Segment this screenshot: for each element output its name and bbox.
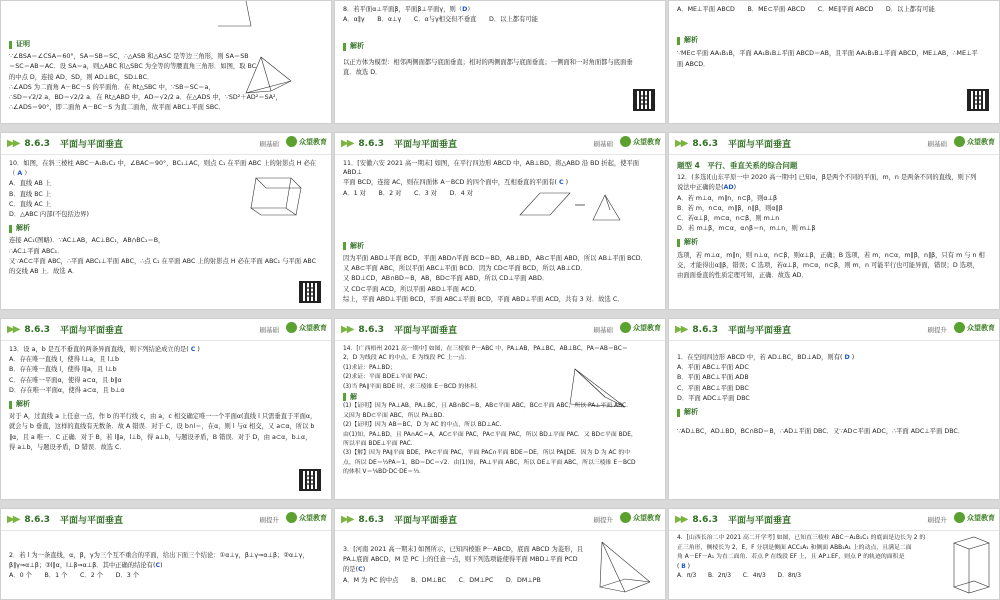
analysis-line: ∵AD⊥BC，AD⊥BD，BC∩BD＝B，∴AD⊥平面 DBC．又∵AD⊂平面 ADC，∴平面 ADC⊥平面 DBC．: [677, 428, 965, 436]
analysis-line: 交，才能得出α∥β，错误；C 选项，若α⊥β，m⊂α，n⊂β，则 m，n 可能平行也可能异面，错误；D 选项，: [677, 261, 979, 269]
proof-line: ∴∠ADS＝90°，即二面角 A－BC－S 为直二面角，故平面 ABC⊥平面 SBC．: [9, 104, 225, 112]
tag-analysis: 解析: [343, 42, 657, 51]
arrow-icon: ▶▶: [7, 514, 19, 525]
card-q2-up: [0, 508, 332, 600]
answer: B: [681, 563, 686, 570]
proof-line: ∵∠BSA＝∠CSA＝60°，SA＝SB＝SC，∴△ASB 和△ASC 是等边三角形，则 SA＝SB: [9, 53, 249, 61]
arrow-icon: ▶▶: [341, 514, 353, 525]
option: C．直线 AC 上: [9, 200, 52, 208]
sub-question: (1)求证：PA⊥BD；: [343, 364, 396, 371]
solution-line: 点，所以 DE＝½PA＝1，BD＝DC＝√2．由(1)知，PA⊥平面 ABC，所以 DE⊥平面 ABC，所以三棱锥 E－BCD: [343, 459, 636, 466]
card-proof-top-left: [0, 0, 332, 124]
question-text: 说法中正确的是(AD): [677, 184, 737, 192]
analysis-line: 又 AB⊂平面 ABC，所以平面 ABC⊥平面 BCD．因为 CD⊂平面 BCD，所以 AB⊥CD．: [343, 265, 587, 273]
card-q13: [0, 318, 332, 500]
option: D．△ABC 内部(不包括边界): [9, 211, 89, 219]
card-header: [669, 133, 999, 155]
analysis-line: 选项，若 m⊥α，m∥n，则 n⊥α，n⊂β，则α⊥β，正确；B 选项，若 m，n⊂α，m∥β，n∥β，只有 m 与 n 相: [677, 251, 985, 259]
solution-line: 所以平面 BDE⊥平面 PAC．: [343, 441, 417, 448]
analysis-line: 的交线 AB 上．故选 A．: [9, 268, 79, 276]
analysis-line: 面 ABCD．: [677, 60, 710, 68]
tag-analysis: 解析: [343, 242, 657, 251]
option: B．平面 ABC⊥平面 ADB: [677, 374, 749, 382]
solution-line: 又因为 BD⊂平面 ABC，所以 PA⊥BD．: [343, 412, 449, 419]
question-text: ( B ): [677, 563, 690, 570]
section-number: 8.6.3: [358, 138, 385, 149]
question-text: 角 A－EF－A₁ 为直二面角．若点 P 在线段 EF 上，且 AP⊥EF，则点 P 的轨迹的面积是: [677, 554, 905, 561]
section-number: 8.6.3: [24, 324, 51, 335]
brand-logo: 众望教育: [286, 322, 327, 333]
sub-question: (2)求证：平面 BDE⊥平面 PAC；: [343, 374, 431, 381]
analysis-line: 连接 AC₁(图略)．∵AC⊥AB，AC⊥BC₁，AB∩BC₁＝B，: [9, 237, 165, 245]
question-text: 14．[广西梧州 2021 高一期中] 如图，在三棱锥 P－ABC 中，PA⊥AB，PA⊥BC，AB⊥BC，PA＝AB＝BC＝: [343, 346, 628, 352]
tag-analysis: 解析: [677, 238, 991, 247]
section-title: 平面与平面垂直: [728, 140, 792, 150]
answer: A: [17, 170, 23, 178]
option: A．若 m⊥α，m∥n，n⊂β，则α⊥β: [677, 194, 778, 202]
analysis-line: 因为平面 ABD⊥平面 BCD，平面 ABD∩平面 BCD＝BD，AB⊥BD，AB⊂平面 ABD，所以 AB⊥平面 BCD．: [343, 255, 647, 263]
options: A．ME⊥平面 ABCD B．ME⊂平面 ABCD C．ME∥平面 ABCD D．以上都有可能: [677, 6, 935, 13]
card-header: [335, 509, 665, 531]
section-number: 8.6.3: [24, 514, 51, 525]
section-number: 8.6.3: [24, 138, 51, 149]
option: B．存在唯一直线 l，使得 l∥a，且 l⊥b: [9, 366, 117, 374]
arrow-icon: ▶▶: [675, 514, 687, 525]
analysis-line: 由面面垂直的性质定理可知，正确．故选 AD．: [677, 272, 808, 280]
level-label: 刷提升: [927, 516, 947, 524]
card-header: [1, 509, 331, 531]
section-title: 平面与平面垂直: [728, 326, 792, 336]
sub-question: (3)当 PA∥平面 BDE 时，求三棱锥 E－BCD 的体积．: [343, 383, 482, 390]
question-text: 2，D 为线段 AC 的中点，E 为线段 PC 上一点．: [343, 355, 471, 362]
analysis-line: 又 CD⊂平面 ACD，所以平面 ABD⊥平面 ACD．: [343, 285, 481, 293]
brand-logo: 众望教育: [286, 512, 327, 523]
answer: C: [358, 566, 363, 574]
level-label: 刷基础: [593, 326, 613, 334]
options: A．M 为 PC 的中点 B．DM⊥BC C．DM⊥PC D．DM⊥PB: [343, 576, 541, 584]
brand-logo: 众望教育: [954, 136, 995, 147]
answer-line: （ A ）: [9, 170, 31, 178]
arrow-icon: ▶▶: [341, 138, 353, 149]
option: C．存在唯一平面α，使得 a⊂α，且 b∥α: [9, 376, 122, 384]
answer: C: [155, 562, 161, 570]
prism-figure: [949, 535, 997, 597]
card-header: [669, 319, 999, 341]
option: D．平面 ADC⊥平面 DBC: [677, 394, 750, 402]
card-q1-up: [668, 318, 1000, 500]
question-text: 13．设 a，b 是互不垂直的两条异面直线，则下列结论成立的是( C ): [9, 346, 200, 353]
brand-logo: 众望教育: [954, 322, 995, 333]
section-title: 平面与平面垂直: [394, 516, 458, 526]
analysis-line: 以正方体为模型：相邻两侧面都与底面垂直；相对的两侧面都与底面垂直；一侧面和一对角面都与底面垂: [343, 58, 633, 66]
option: D．存在唯一平面α，使得 a⊂α，且 b⊥α: [9, 386, 125, 394]
solution-line: (2)【证明】因为 AB＝BC，D 为 AC 的中点，所以 BD⊥AC．: [343, 422, 506, 429]
prism-figure: [246, 173, 306, 218]
brand-icon: [286, 136, 297, 147]
brand-icon: [954, 512, 965, 523]
card-header: [335, 319, 665, 341]
brand-logo: 众望教育: [620, 322, 661, 333]
qr-code[interactable]: [299, 469, 321, 491]
proof-line: ∴∠ADS 为二面角 A－BC－S 的平面角．在 Rt△SBC 中，∵SB＝SC＝a，: [9, 83, 215, 91]
options: A．0 个 B．1 个 C．2 个 D．3 个: [9, 572, 140, 580]
section-title: 平面与平面垂直: [60, 140, 124, 150]
analysis-line: 综上，平面 ABD⊥平面 BCD，平面 ABC⊥平面 BCD，平面 ABD⊥平面 ACD，共有 3 对．故选 C．: [343, 295, 624, 303]
proof-line: 的中点 D，连接 AD、SD，则 AD⊥BC，SD⊥BC．: [9, 73, 154, 81]
section-number: 8.6.3: [692, 324, 719, 335]
card-header: [335, 133, 665, 155]
card-q11: [334, 132, 666, 310]
analysis-line: ∴AC⊥平面 ABC₁．: [9, 247, 64, 255]
section-title: 平面与平面垂直: [60, 516, 124, 526]
brand-icon: [954, 322, 965, 333]
qr-code[interactable]: [967, 89, 989, 111]
brand-icon: [286, 322, 297, 333]
analysis-line: 就会与 b 垂直，这样的直线有无数条．故 A 错误．对于 C，设 b∩l＝，在α，则 l 与α 相交，又 a⊂α，所以 b: [9, 423, 315, 431]
option: C．平面 ABC⊥平面 DBC: [677, 384, 749, 392]
solution-line: (3)【解】因为 PA∥平面 BDE，PA⊂平面 PAC，平面 PAC∩平面 BDE＝DE，所以 PA∥DE．因为 D 为 AC 的中: [343, 450, 631, 457]
option: B．直线 BC 上: [9, 190, 52, 198]
tag-analysis: 解析: [9, 224, 323, 233]
brand-logo: 众望教育: [620, 512, 661, 523]
triangle-figure-top: [216, 1, 256, 29]
tag-analysis: 解析: [9, 400, 323, 409]
card-q12: [668, 132, 1000, 310]
qr-code[interactable]: [633, 89, 655, 111]
section-title: 平面与平面垂直: [60, 326, 124, 336]
card-q14: [334, 318, 666, 500]
section-number: 8.6.3: [692, 138, 719, 149]
card-header: [669, 509, 999, 531]
proof-line: ∴SD＝√2/2 a，BD＝√2/2 a．在 Rt△ABD 中，AD＝√2/2 a．在△ADS 中，∵SD²＋AD²＝SA²，: [9, 94, 282, 102]
pyramid-figure: [590, 537, 655, 597]
level-label: 刷基础: [259, 326, 279, 334]
option: A．存在唯一直线 l，使得 l⊥a，且 l⊥b: [9, 356, 119, 364]
option: A．直线 AB 上: [9, 180, 52, 188]
arrow-icon: ▶▶: [7, 324, 19, 335]
answer: C: [559, 179, 564, 187]
analysis-line: 对于 A，过直线 a 上任意一点，作 b 的平行线 c，由 a，c 相交确定唯一一个平面α(直线 l 只需垂直于平面α，: [9, 413, 317, 421]
analysis-line: 得 a⊥b，与题设矛盾，D 错误．故选 C．: [9, 443, 126, 451]
level-label: 刷基础: [927, 140, 947, 148]
solution-line: (1)【证明】因为 PA⊥AB，PA⊥BC，且 AB∩BC＝B，AB⊂平面 ABC，BC⊂平面 ABC，所以 PA⊥平面 ABC．: [343, 403, 633, 410]
answer: C: [190, 346, 196, 353]
tetrahedron-figure: [565, 359, 635, 414]
question-text: 10．如图，在斜三棱柱 ABC－A₁B₁C₁ 中，∠BAC＝90°，BC₁⊥AC，则点 C₁ 在平面 ABC 上的射影点 H 必在: [9, 160, 317, 167]
option: C．若α⊥β，m⊂α，n⊂β，则 m⊥n: [677, 215, 780, 223]
tag-analysis: 解析: [677, 408, 991, 417]
card-q3-up: [334, 508, 666, 600]
question-text: β∥γ⇒α⊥β；③l∥α，l⊥β⇒α⊥β．其中正确的结论有(C): [9, 562, 163, 570]
section-title: 平面与平面垂直: [394, 140, 458, 150]
qr-code[interactable]: [299, 281, 321, 303]
brand-icon: [620, 322, 631, 333]
question-text: 正三角形，侧棱长为 2，E，F 分别是侧面 ACC₁A₁ 和侧面 ABB₁A₁ 上的动点，且满足二面: [677, 544, 912, 551]
brand-icon: [954, 136, 965, 147]
option: A．平面 ABC⊥平面 ADC: [677, 364, 749, 372]
section-number: 8.6.3: [358, 324, 385, 335]
answer: D: [462, 6, 468, 13]
topic-heading: 题型 4 平行、垂直关系的综合问题: [677, 161, 798, 170]
answer: D: [844, 354, 850, 361]
question-text: 3．[河南 2021 高一期末] 如图所示，已知四棱锥 P－ABCD，底面 ABCD 为菱形，且: [343, 546, 583, 553]
option: B．若 m，n⊂α，m∥β，n∥β，则α∥β: [677, 204, 783, 212]
section-title: 平面与平面垂直: [728, 516, 792, 526]
solution-line: 的体积 V＝⅙BD·DC·DE＝⅓．: [343, 469, 425, 476]
question-text: 1．在空间四边形 ABCD 中，若 AD⊥BC，BD⊥AD，则有( D ): [677, 354, 855, 361]
section-number: 8.6.3: [692, 514, 719, 525]
analysis-line: ∥α，且 a 唯一．C 正确．对于 B，若 l∥a，l⊥b，得 a⊥b，与题设矛盾，B 错误．对于 D，由 a⊂α，b⊥α，: [9, 433, 312, 441]
card-q-me: [668, 0, 1000, 124]
level-label: 刷基础: [259, 140, 279, 148]
question-text: 12．(多选)[山东平原一中 2020 高一期中] 已知α，β是两个不同的平面，m，n 是两条不同的直线，则下列: [677, 174, 977, 182]
question-text: 8．若平面α⊥平面β，平面β⊥平面γ，则（D）: [343, 6, 474, 13]
level-label: 刷提升: [259, 516, 279, 524]
level-label: 刷基础: [593, 140, 613, 148]
question-text: 4．[山西长治二中 2021 高二开学考] 如图，已知直三棱柱 ABC－A₁B₁C₁ 的底面是边长为 2 的: [677, 535, 926, 541]
options: A．α∥γ B．α⊥γ C．α与γ相交但不垂直 D．以上都有可能: [343, 16, 538, 24]
section-title: 平面与平面垂直: [394, 326, 458, 336]
fold-figure: [515, 185, 625, 225]
analysis-line: 直．故选 D．: [343, 68, 382, 76]
options: A．1 对 B．2 对 C．3 对 D．4 对: [343, 189, 474, 197]
brand-icon: [620, 136, 631, 147]
question-text: 2．若 l 为一条直线，α，β，γ为三个互不重合的平面，给出下面三个结论：①α⊥γ，β⊥γ⇒α⊥β；②α⊥γ，: [9, 552, 309, 559]
arrow-icon: ▶▶: [341, 324, 353, 335]
level-label: 刷提升: [927, 326, 947, 334]
brand-logo: 众望教育: [954, 512, 995, 523]
arrow-icon: ▶▶: [675, 324, 687, 335]
options: A．π/3 B．2π/3 C．4π/3 D．8π/3: [677, 573, 801, 580]
brand-icon: [286, 512, 297, 523]
tag-solution: 解: [343, 393, 657, 401]
arrow-icon: ▶▶: [7, 138, 19, 149]
card-q10: [0, 132, 332, 310]
option: D．若 m⊥β，m⊂α，α∩β＝n，m⊥n，则 m⊥β: [677, 225, 816, 233]
brand-icon: [620, 512, 631, 523]
section-number: 8.6.3: [358, 514, 385, 525]
analysis-line: ∵ME⊂平面 AA₁B₁B，平面 AA₁B₁B⊥平面 ABCD＝AB，且平面 AA₁B₁B⊥平面 ABCD，ME⊥AB，∴ME⊥平: [677, 50, 978, 58]
brand-logo: 众望教育: [620, 136, 661, 147]
question-text: 的是(C): [343, 566, 366, 574]
question-text: 11．[安徽六安 2021 高一期末] 如图，在平行四边形 ABCD 中，AB⊥BD，将△ABD 沿 BD 折起，使平面 ABD⊥: [343, 160, 640, 177]
analysis-line: 又 BD⊥CD，AB∩BD＝B，AB，BD⊂平面 ABD，所以 CD⊥平面 ABD．: [343, 275, 549, 283]
level-label: 刷提升: [593, 516, 613, 524]
tag-proof: 证明: [9, 40, 323, 49]
question-text: 平面 BCD，连接 AC，则在四面体 A－BCD 的四个面中，互相垂直的平面有( C ): [343, 179, 569, 187]
tag-analysis: 解析: [677, 36, 991, 45]
question-text: PA⊥底面 ABCD，M 是 PC 上的任意一点，则下列选项能使得平面 MBD⊥平面 PCD: [343, 556, 578, 564]
card-q4-up: [668, 508, 1000, 600]
card-header: [1, 319, 331, 341]
brand-logo: 众望教育: [286, 136, 327, 147]
proof-line: ＝SC＝AB＝AC．设 SA＝a，则△ABC 和△SBC 为全等的等腰直角三角形．如图，取 BC: [9, 63, 257, 71]
card-q8: [334, 0, 666, 124]
card-header: [1, 133, 331, 155]
solution-line: 由(1)知，PA⊥BD，且 PA∩AC＝A，AC⊂平面 PAC，PA⊂平面 PAC，所以 BD⊥平面 PAC．又 BD⊂平面 BDE，: [343, 431, 637, 438]
pyramid-figure: [241, 53, 296, 98]
arrow-icon: ▶▶: [675, 138, 687, 149]
answer: AD: [723, 184, 734, 192]
analysis-line: 又∵AC⊂平面 ABC，∴平面 ABC₁⊥平面 ABC，∴点 C₁ 在平面 ABC 上的射影点 H 必在平面 ABC₁ 与平面 ABC: [9, 257, 317, 265]
